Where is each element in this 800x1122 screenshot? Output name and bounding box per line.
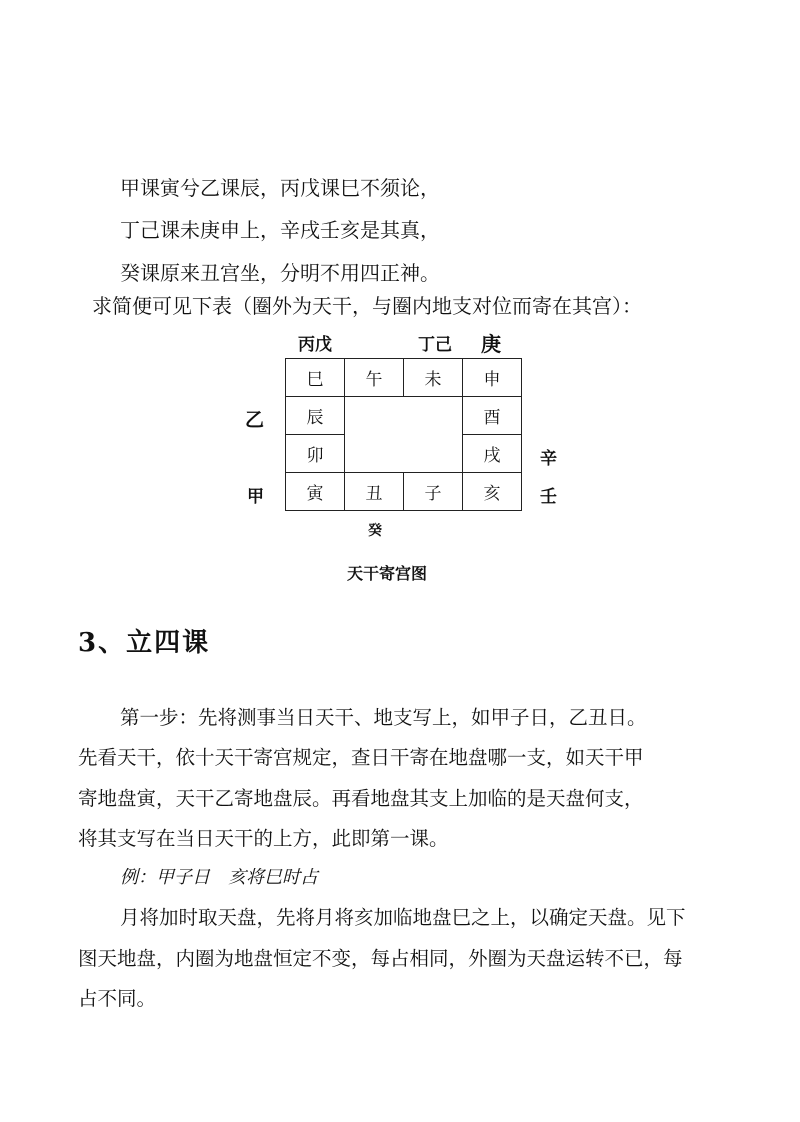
para2-line-2: 图天地盘，内圈为地盘恒定不变，每占相同，外圈为天盘运转不已，每 bbox=[78, 947, 683, 970]
cell-xu: 戌 bbox=[463, 435, 522, 473]
outer-label-gui: 癸 bbox=[368, 523, 382, 539]
section-heading: 3、立四课 bbox=[78, 628, 211, 658]
poem-line-1: 甲课寅兮乙课辰，丙戊课巳不须论， bbox=[120, 176, 440, 200]
para2-line-1: 月将加时取天盘，先将月将亥加临地盘巳之上，以确定天盘。见下 bbox=[120, 906, 686, 929]
outer-label-yi: 乙 bbox=[245, 409, 265, 431]
poem-line-2: 丁己课未庚申上，辛戌壬亥是其真， bbox=[120, 218, 440, 242]
example-line: 例：甲子日 亥将巳时占 bbox=[120, 867, 318, 888]
intro-text: 求简便可见下表（圈外为天干，与圈内地支对位而寄在其宫）： bbox=[92, 294, 642, 318]
para1-line-1: 第一步：先将测事当日天干、地支写上，如甲子日，乙丑日。 bbox=[120, 706, 647, 729]
outer-label-ren: 壬 bbox=[540, 487, 557, 507]
cell-hai: 亥 bbox=[463, 473, 522, 511]
cell-shen: 申 bbox=[463, 359, 522, 397]
cell-wei: 未 bbox=[404, 359, 463, 397]
cell-chou: 丑 bbox=[345, 473, 404, 511]
para1-line-3: 寄地盘寅，天干乙寄地盘辰。再看地盘其支上加临的是天盘何支， bbox=[78, 787, 644, 810]
cell-mao: 卯 bbox=[286, 435, 345, 473]
para2-line-3: 占不同。 bbox=[78, 987, 157, 1010]
outer-label-geng: 庚 bbox=[481, 332, 501, 356]
cell-chen: 辰 bbox=[286, 397, 345, 435]
earthly-branch-grid bbox=[285, 358, 522, 511]
para1-line-4: 将其支写在当日天干的上方，此即第一课。 bbox=[78, 827, 449, 850]
outer-label-bingwu: 丙戊 bbox=[298, 335, 332, 355]
outer-label-xin: 辛 bbox=[540, 449, 557, 469]
cell-you: 酉 bbox=[463, 397, 522, 435]
cell-zi: 子 bbox=[404, 473, 463, 511]
outer-label-jia: 甲 bbox=[247, 487, 264, 507]
grid-center bbox=[345, 397, 463, 473]
diagram-caption: 天干寄宫图 bbox=[347, 564, 428, 583]
outer-label-dingji: 丁己 bbox=[418, 335, 452, 355]
cell-wu: 午 bbox=[345, 359, 404, 397]
poem-line-3: 癸课原来丑宫坐，分明不用四正神。 bbox=[120, 261, 440, 285]
cell-yin: 寅 bbox=[286, 473, 345, 511]
cell-si: 巳 bbox=[286, 359, 345, 397]
para1-line-2: 先看天干，依十天干寄宫规定，查日干寄在地盘哪一支，如天干甲 bbox=[78, 746, 644, 769]
